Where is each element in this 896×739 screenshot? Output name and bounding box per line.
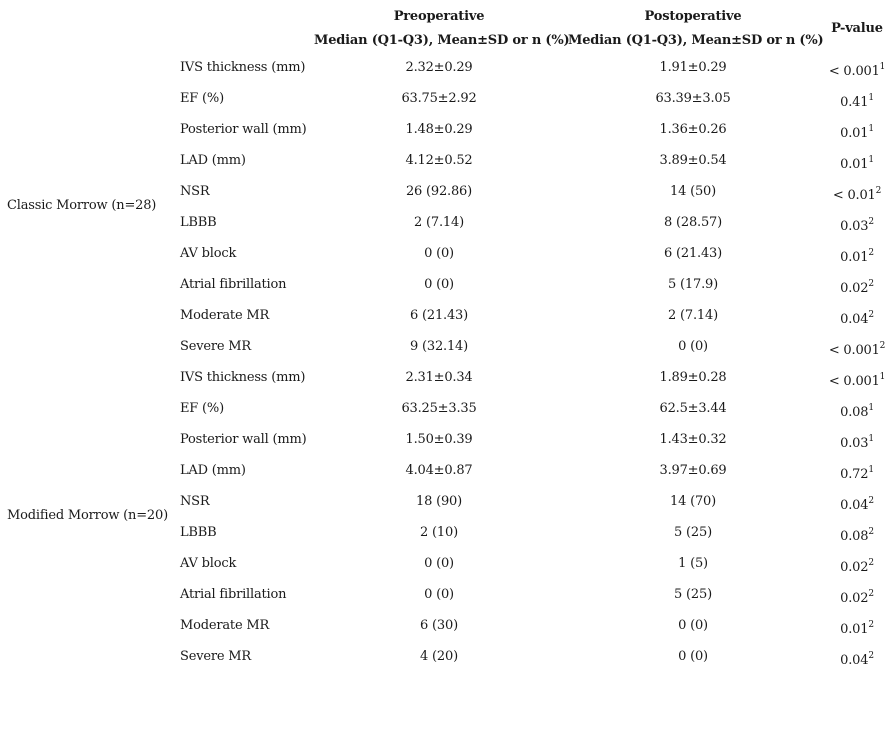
postoperative-cell: 3.89±0.54: [659, 153, 727, 168]
variable-cell: NSR: [180, 184, 210, 199]
variable-cell: Atrial fibrillation: [180, 277, 287, 292]
table-row: [0, 269, 896, 300]
pvalue-text: 0.01: [840, 250, 869, 265]
variable-cell: IVS thickness (mm): [180, 370, 306, 385]
postoperative-cell: 3.97±0.69: [659, 463, 727, 478]
variable-cell: Severe MR: [180, 649, 251, 664]
table-row: [0, 455, 896, 486]
preoperative-cell: 0 (0): [424, 277, 454, 292]
preoperative-cell: 0 (0): [424, 556, 454, 571]
variable-cell: EF (%): [180, 401, 224, 416]
pvalue-text: 0.04: [840, 312, 869, 327]
pvalue-footnote-marker: 1: [868, 403, 874, 413]
preoperative-cell: 2 (10): [420, 525, 458, 540]
pvalue-text: 0.41: [840, 95, 869, 110]
table-row: [0, 114, 896, 145]
preoperative-cell: 0 (0): [424, 587, 454, 602]
preoperative-cell: 2.31±0.34: [405, 370, 473, 385]
table-row: [0, 579, 896, 610]
postoperative-cell: 1 (5): [678, 556, 708, 571]
postoperative-cell: 0 (0): [678, 618, 708, 633]
postoperative-cell: 14 (70): [670, 494, 716, 509]
header-preoperative-title: Preoperative: [393, 9, 485, 24]
postoperative-cell: 62.5±3.44: [659, 401, 727, 416]
pvalue-text: 0.01: [840, 126, 869, 141]
table-row: [0, 424, 896, 455]
preoperative-cell: 4 (20): [420, 649, 458, 664]
postoperative-cell: 0 (0): [678, 339, 708, 354]
variable-cell: AV block: [180, 246, 237, 261]
postoperative-cell: 2 (7.14): [668, 308, 718, 323]
pvalue-footnote-marker: 1: [879, 62, 886, 72]
postoperative-cell: 5 (17.9): [668, 277, 718, 292]
preoperative-cell: 6 (21.43): [410, 308, 468, 323]
pvalue-footnote-marker: 1: [868, 124, 874, 134]
pvalue-text: 0.04: [840, 498, 869, 513]
header-postoperative: [568, 5, 824, 53]
pvalue-text: < 0.001: [828, 64, 880, 79]
variable-cell: LBBB: [180, 215, 217, 230]
group-label: Classic Morrow (n=28): [7, 198, 157, 213]
postoperative-cell: 0 (0): [678, 649, 708, 664]
postoperative-cell: 1.89±0.28: [659, 370, 727, 385]
pvalue-text: 0.02: [840, 591, 869, 606]
preoperative-cell: 6 (30): [420, 618, 458, 633]
pvalue-footnote-marker: 2: [868, 651, 874, 661]
postoperative-cell: 1.36±0.26: [659, 122, 727, 137]
postoperative-cell: 14 (50): [670, 184, 716, 199]
table-row: [0, 331, 896, 362]
preoperative-cell: 1.50±0.39: [405, 432, 473, 447]
group-label: Modified Morrow (n=20): [7, 508, 168, 523]
header-pvalue: [820, 17, 894, 41]
table-row: [0, 238, 896, 269]
pvalue-text: < 0.001: [828, 374, 880, 389]
variable-cell: LAD (mm): [180, 153, 246, 168]
postoperative-cell: 5 (25): [674, 587, 712, 602]
pvalue-footnote-marker: 2: [868, 527, 874, 537]
variable-cell: NSR: [180, 494, 210, 509]
preoperative-cell: 4.04±0.87: [405, 463, 473, 478]
pvalue-text: 0.08: [840, 529, 869, 544]
header-postoperative-title: Postoperative: [644, 9, 742, 24]
header-preoperative: [314, 5, 570, 53]
pvalue-footnote-marker: 1: [868, 93, 874, 103]
pvalue-footnote-marker: 2: [868, 558, 874, 568]
variable-cell: IVS thickness (mm): [180, 60, 306, 75]
table-row: [0, 145, 896, 176]
header-preoperative-subtitle: Median (Q1-Q3), Mean±SD or n (%): [314, 33, 570, 48]
pvalue-text: 0.01: [840, 622, 869, 637]
preoperative-cell: 26 (92.86): [405, 184, 473, 199]
pvalue-text: 0.72: [840, 467, 869, 482]
pvalue-cell: [820, 645, 894, 676]
preoperative-cell: 63.75±2.92: [401, 91, 477, 106]
postoperative-cell: 63.39±3.05: [655, 91, 731, 106]
pvalue-text: 0.01: [840, 157, 869, 172]
pvalue-footnote-marker: 2: [879, 341, 886, 351]
pvalue-text: 0.08: [840, 405, 869, 420]
pvalue-text: < 0.01: [832, 188, 876, 203]
postoperative-cell: 5 (25): [674, 525, 712, 540]
pvalue-text: 0.02: [840, 560, 869, 575]
postoperative-cell: 1.91±0.29: [659, 60, 727, 75]
pvalue-text: 0.03: [840, 436, 869, 451]
pvalue-text: 0.02: [840, 281, 869, 296]
table-row: [0, 548, 896, 579]
variable-cell: Moderate MR: [180, 618, 270, 633]
pvalue-footnote-marker: 1: [868, 465, 874, 475]
pvalue-footnote-marker: 2: [868, 589, 874, 599]
variable-cell: Severe MR: [180, 339, 251, 354]
variable-cell: Atrial fibrillation: [180, 587, 287, 602]
postoperative-cell: 8 (28.57): [664, 215, 722, 230]
table-row: [0, 52, 896, 83]
pvalue-footnote-marker: 2: [868, 310, 874, 320]
pvalue-text: 0.03: [840, 219, 869, 234]
preoperative-cell: 2.32±0.29: [405, 60, 473, 75]
table-row: [0, 83, 896, 114]
variable-cell: Posterior wall (mm): [180, 432, 307, 447]
pvalue-footnote-marker: 2: [868, 496, 874, 506]
preoperative-cell: 63.25±3.35: [401, 401, 477, 416]
table-row: [0, 393, 896, 424]
preoperative-cell: 9 (32.14): [410, 339, 468, 354]
variable-cell: LBBB: [180, 525, 217, 540]
header-postoperative-subtitle: Median (Q1-Q3), Mean±SD or n (%): [568, 33, 824, 48]
pvalue-footnote-marker: 1: [868, 155, 874, 165]
variable-cell: EF (%): [180, 91, 224, 106]
preoperative-cell: 4.12±0.52: [405, 153, 473, 168]
table-row: [0, 362, 896, 393]
header-pvalue-title: P-value: [831, 21, 883, 36]
preoperative-cell: 0 (0): [424, 246, 454, 261]
pvalue-footnote-marker: 1: [879, 372, 886, 382]
postoperative-cell: 6 (21.43): [664, 246, 722, 261]
table-row: [0, 641, 896, 672]
preoperative-cell: 1.48±0.29: [405, 122, 473, 137]
variable-cell: AV block: [180, 556, 237, 571]
variable-cell: LAD (mm): [180, 463, 246, 478]
table-row: [0, 610, 896, 641]
pvalue-footnote-marker: 2: [868, 279, 874, 289]
pvalue-footnote-marker: 1: [868, 434, 874, 444]
variable-cell: Moderate MR: [180, 308, 270, 323]
pvalue-footnote-marker: 2: [868, 248, 874, 258]
preoperative-cell: 18 (90): [416, 494, 462, 509]
table-row: [0, 300, 896, 331]
pvalue-footnote-marker: 2: [868, 217, 874, 227]
postoperative-cell: 1.43±0.32: [659, 432, 727, 447]
pvalue-footnote-marker: 2: [868, 620, 874, 630]
pvalue-text: 0.04: [840, 653, 869, 668]
pvalue-footnote-marker: 2: [875, 186, 882, 196]
preoperative-cell: 2 (7.14): [414, 215, 464, 230]
pvalue-text: < 0.001: [828, 343, 880, 358]
variable-cell: Posterior wall (mm): [180, 122, 307, 137]
